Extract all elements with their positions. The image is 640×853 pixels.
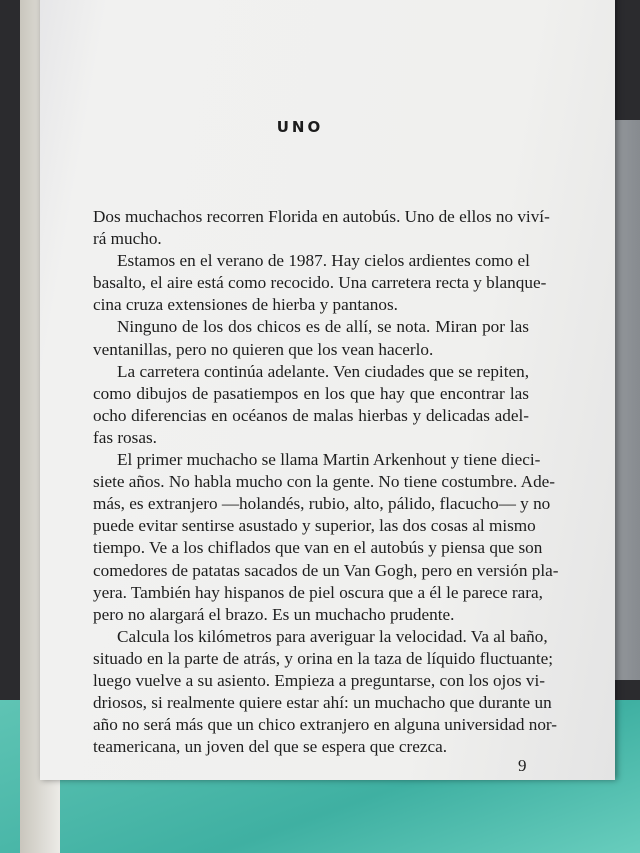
text-line: comedores de patatas sacados de un Van Gogh, pero en versión pla- bbox=[93, 560, 559, 580]
text-line: Ninguno de los dos chicos es de allí, se nota. Miran por las bbox=[117, 317, 529, 337]
text-line: puede evitar sentirse asustado y superior, las dos cosas al mismo bbox=[93, 516, 536, 536]
text-line: luego vuelve a su asiento. Empieza a preguntarse, con los ojos vi- bbox=[93, 670, 545, 690]
text-line: pero no alargará el brazo. Es un muchacho prudente. bbox=[93, 604, 455, 624]
chapter-title: UNO bbox=[276, 118, 324, 136]
text-line: La carretera continúa adelante. Ven ciudades que se repiten, bbox=[117, 361, 529, 381]
text-line: fas rosas. bbox=[93, 427, 157, 447]
text-line: ocho diferencias en océanos de malas hierbas y delicadas adel- bbox=[93, 405, 529, 425]
text-line: rá mucho. bbox=[93, 229, 162, 249]
text-line: cina cruza extensiones de hierba y pantanos. bbox=[93, 295, 398, 315]
text-line: Estamos en el verano de 1987. Hay cielos ardientes como el bbox=[117, 251, 530, 271]
text-line: año no será más que un chico extranjero en alguna universidad nor- bbox=[93, 715, 558, 735]
text-line: como dibujos de pasatiempos en los que hay que encontrar las bbox=[93, 383, 529, 403]
text-line: El primer muchacho se llama Martin Arkenhout y tiene dieci- bbox=[117, 450, 541, 470]
text-line: yera. También hay hispanos de piel oscura que a él le parece rara, bbox=[93, 582, 543, 602]
text-line: teamericana, un joven del que se espera que crezca. bbox=[93, 737, 448, 757]
text-line: situado en la parte de atrás, y orina en la taza de líquido fluctuante; bbox=[93, 648, 554, 668]
text-line: ventanillas, pero no quieren que los vean hacerlo. bbox=[93, 339, 434, 359]
text-line: Dos muchachos recorren Florida en autobús. Uno de ellos no viví- bbox=[93, 207, 550, 226]
text-line: Calcula los kilómetros para averiguar la velocidad. Va al baño, bbox=[117, 626, 548, 646]
text-line: siete años. No habla mucho con la gente. No tiene costumbre. Ade- bbox=[93, 472, 556, 492]
page-number: 9 bbox=[518, 756, 527, 775]
text-line: driosos, si realmente quiere estar ahí: un muchacho que durante un bbox=[93, 693, 552, 713]
text-line: basalto, el aire está como recocido. Una carretera recta y blanque- bbox=[93, 273, 547, 293]
text-line: más, es extranjero —holandés, rubio, alto, pálido, flacucho— y no bbox=[93, 494, 551, 514]
body-text bbox=[93, 206, 559, 758]
text-line: tiempo. Ve a los chiflados que van en el autobús y piensa que son bbox=[93, 538, 543, 558]
